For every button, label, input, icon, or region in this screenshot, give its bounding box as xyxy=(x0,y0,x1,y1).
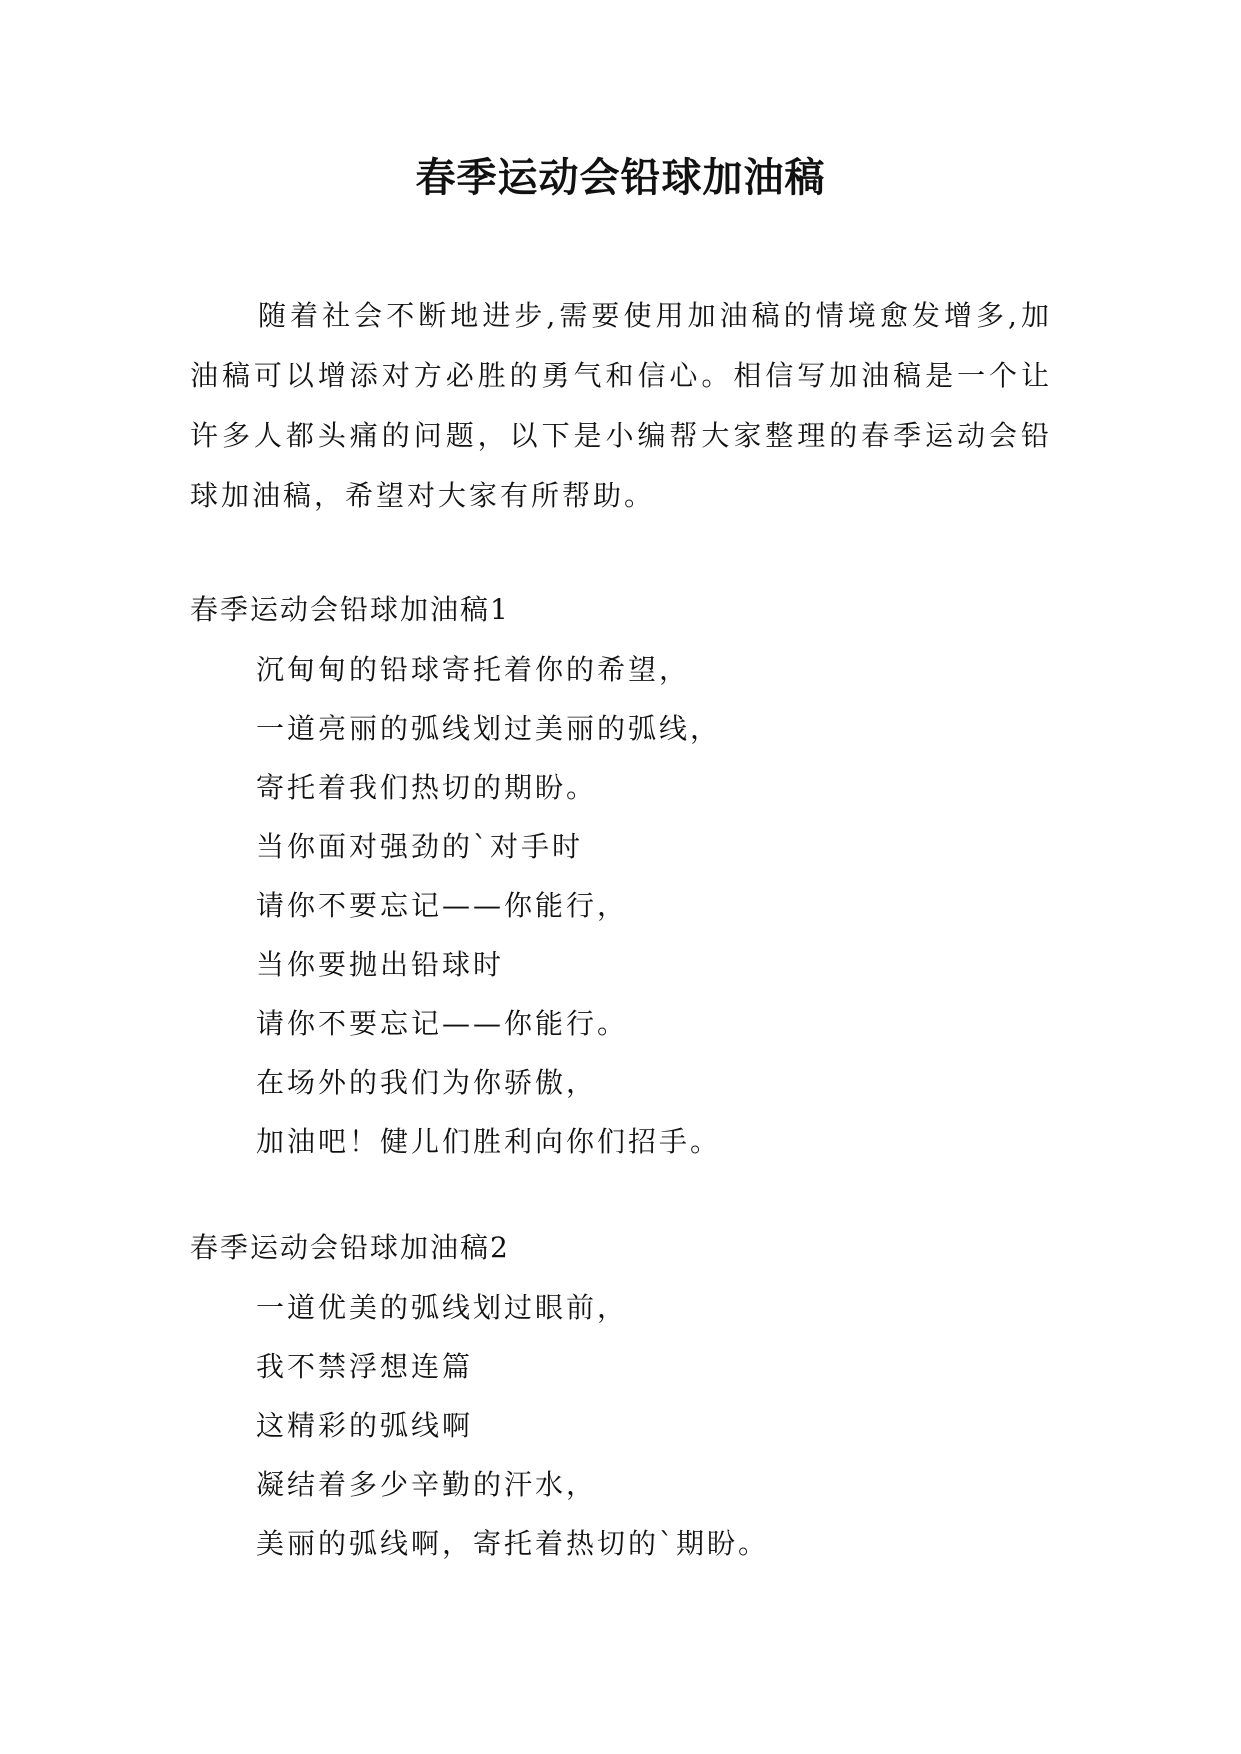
poem-line: 美丽的弧线啊，寄托着热切的`期盼。 xyxy=(256,1527,770,1560)
poem-line: 请你不要忘记——你能行， xyxy=(256,889,629,922)
poem-line: 我不禁浮想连篇 xyxy=(256,1350,474,1383)
poem-lines xyxy=(190,640,1090,1171)
poem-line: 一道优美的弧线划过眼前， xyxy=(256,1291,629,1324)
poem-line: 一道亮丽的弧线划过美丽的弧线， xyxy=(256,712,722,745)
poem-line: 在场外的我们为你骄傲， xyxy=(256,1066,598,1099)
cheer-section-2 xyxy=(190,1218,1090,1573)
poem-line: 请你不要忘记——你能行。 xyxy=(256,1007,629,1040)
poem-line: 沉甸甸的铅球寄托着你的希望， xyxy=(256,653,691,686)
poem-line: 加油吧！健儿们胜利向你们招手。 xyxy=(256,1125,722,1158)
poem-lines xyxy=(190,1278,1090,1573)
cheer-section-1 xyxy=(190,580,1090,1171)
poem-line: 这精彩的弧线啊 xyxy=(256,1409,474,1442)
section-heading: 春季运动会铅球加油稿1 xyxy=(190,593,510,626)
poem-line: 当你要抛出铅球时 xyxy=(256,948,505,981)
poem-line: 凝结着多少辛勤的汗水， xyxy=(256,1468,598,1501)
section-heading: 春季运动会铅球加油稿2 xyxy=(190,1231,510,1264)
intro-paragraph: 随着社会不断地进步,需要使用加油稿的情境愈发增多,加油稿可以增添对方必胜的勇气和信心。相信写加油稿是一个让许多人都头痛的问题，以下是小编帮大家整理的春季运动会铅球加油稿，希望对大家有所帮助。 xyxy=(190,299,1052,512)
poem-line: 当你面对强劲的`对手时 xyxy=(256,830,584,863)
page-title: 春季运动会铅球加油稿 xyxy=(415,155,826,201)
poem-line: 寄托着我们热切的期盼。 xyxy=(256,771,598,804)
